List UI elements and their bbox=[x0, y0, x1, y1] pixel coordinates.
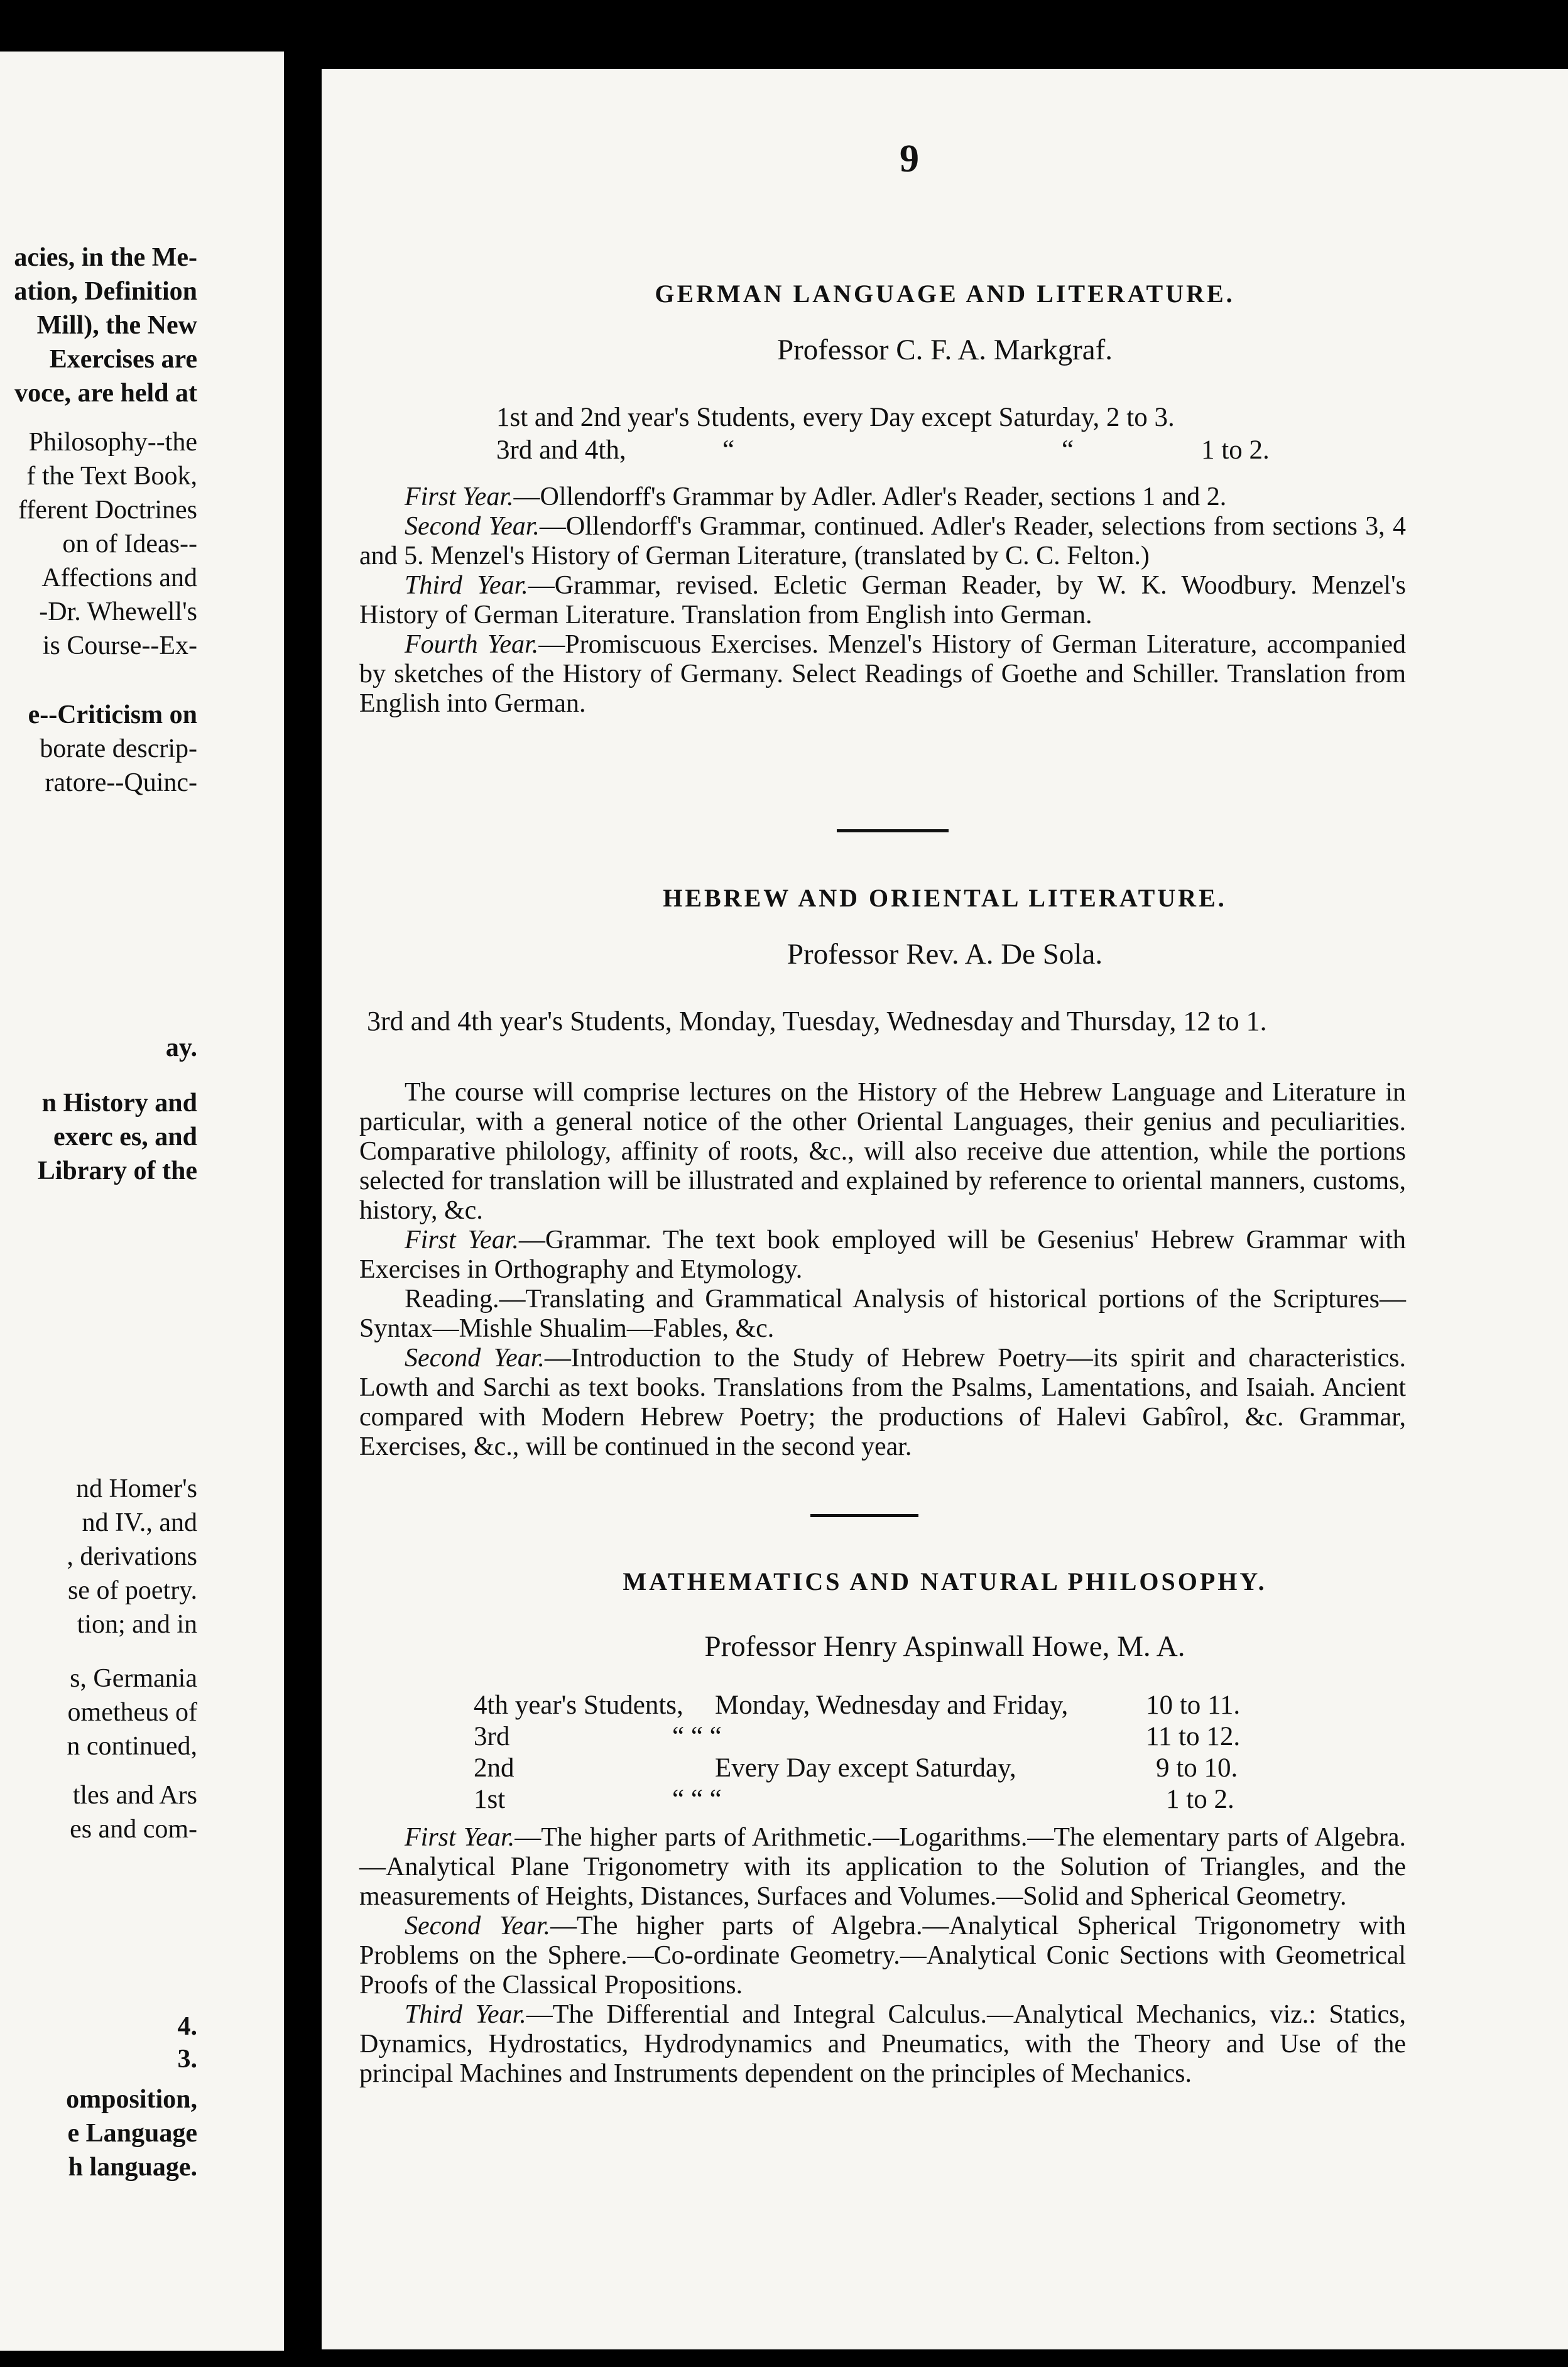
timetable-days: Monday, Wednesday and Friday, bbox=[715, 1690, 1069, 1720]
hebrew-courses bbox=[359, 1078, 1406, 1462]
left-fragment: exerc es, and bbox=[53, 1123, 197, 1151]
ditto-mark: “ bbox=[722, 435, 735, 465]
timetable-year: 2nd bbox=[474, 1753, 514, 1783]
german-schedule-line1: 1st and 2nd year's Students, every Day except Saturday, 2 to 3. bbox=[496, 403, 1175, 432]
mathematics-section-title: MATHEMATICS AND NATURAL PHILOSOPHY. bbox=[623, 1567, 1267, 1596]
left-fragment: -Dr. Whewell's bbox=[39, 597, 197, 626]
left-fragment: is Course--Ex- bbox=[42, 631, 197, 660]
course-year-text: —Grammar, revised. Ecletic German Reader, by W. K. Woodbury. Menzel's History of German Literature. Translation from English into German. bbox=[359, 571, 1406, 629]
left-fragment: on of Ideas-- bbox=[62, 530, 197, 558]
left-fragment: , derivations bbox=[67, 1542, 197, 1571]
timetable-time: 1 to 2. bbox=[1166, 1785, 1234, 1814]
left-fragment: tles and Ars bbox=[72, 1781, 197, 1810]
timetable-year: 1st bbox=[474, 1785, 506, 1814]
course-year-label: Second Year. bbox=[405, 1344, 545, 1373]
left-fragment: h language. bbox=[68, 2153, 197, 2182]
german-courses bbox=[359, 482, 1406, 719]
timetable-days: Every Day except Saturday, bbox=[715, 1753, 1016, 1783]
left-fragment: Affections and bbox=[41, 563, 197, 592]
course-year-text: —Introduction to the Study of Hebrew Poetry—its spirit and characteristics. Lowth and Sarchi as text books. Translations from the Psalms, Lamentations, and Isaiah. Ancient compared with Modern Hebrew Poetry; the productions of Halevi Gabîrol, &c. Grammar, Exercises, &c., will be continued in the second year. bbox=[359, 1344, 1406, 1461]
left-fragment: acies, in the Me- bbox=[14, 243, 197, 272]
course-year-text: —Ollendorff's Grammar by Adler. Adler's Reader, sections 1 and 2. bbox=[513, 482, 1227, 511]
course-year-label: First Year. bbox=[405, 482, 514, 511]
left-fragment: Mill), the New bbox=[36, 311, 197, 340]
left-fragment: f the Text Book, bbox=[26, 462, 197, 491]
german-section-title: GERMAN LANGUAGE AND LITERATURE. bbox=[655, 280, 1235, 308]
course-year-label: Third Year. bbox=[405, 571, 528, 600]
timetable-days: “ “ “ bbox=[672, 1785, 722, 1814]
timetable-time: 11 to 12. bbox=[1146, 1722, 1241, 1751]
section-divider bbox=[810, 1514, 918, 1517]
course-year-text: —Grammar. The text book employed will be Gesenius' Hebrew Grammar with Exercises in Orthography and Etymology. bbox=[359, 1226, 1406, 1284]
course-year-text: —The Differential and Integral Calculus.—Analytical Mechanics, viz.: Statics, Dynamics, Hydrostatics, Hydrodynamics and Pneumatics, with the Theory and Use of the principal Machines and Instruments dependent on the principles of Mechanics. bbox=[359, 2000, 1406, 2088]
mathematics-professor: Professor Henry Aspinwall Howe, M. A. bbox=[704, 1630, 1185, 1663]
course-year-text: —The higher parts of Algebra.—Analytical Spherical Trigonometry with Problems on the Sphere.—Co-ordinate Geometry.—Analytical Conic Sections with Geometrical Proofs of the Classical Propositions. bbox=[359, 1912, 1406, 2000]
course-year-label: First Year. bbox=[405, 1823, 515, 1852]
german-schedule-line2-left: 3rd and 4th, bbox=[496, 435, 626, 465]
course-year-label: First Year. bbox=[405, 1226, 519, 1254]
hebrew-intro: The course will comprise lectures on the History of the Hebrew Language and Literature in particular, with a general notice of the other Oriental Languages, their genius and peculiarities. Comparative philology, affinity of roots, &c., will also receive due attention, while the portions selected for translation will be illustrated and explained by reference to oriental manners, customs, history, &c. bbox=[359, 1078, 1406, 1225]
left-fragment: 3. bbox=[177, 2045, 197, 2074]
left-fragment: 4. bbox=[177, 2012, 197, 2041]
left-fragment: n continued, bbox=[67, 1732, 197, 1761]
left-fragment: fferent Doctrines bbox=[18, 496, 197, 525]
left-fragment: nd Homer's bbox=[75, 1474, 197, 1503]
left-fragment: se of poetry. bbox=[67, 1576, 197, 1605]
timetable-year: 4th year's Students, bbox=[474, 1690, 683, 1720]
left-fragment: e Language bbox=[67, 2119, 197, 2148]
hebrew-professor: Professor Rev. A. De Sola. bbox=[787, 938, 1103, 971]
left-fragment: Exercises are bbox=[49, 345, 197, 374]
left-fragment: voce, are held at bbox=[14, 379, 197, 408]
left-fragment: borate descrip- bbox=[40, 734, 197, 763]
course-year-label: Second Year. bbox=[405, 512, 540, 541]
left-facing-page bbox=[0, 52, 284, 2351]
left-fragment: Philosophy--the bbox=[28, 428, 197, 457]
timetable-days: “ “ “ bbox=[672, 1722, 722, 1751]
left-fragment: tion; and in bbox=[77, 1610, 197, 1639]
german-professor: Professor C. F. A. Markgraf. bbox=[776, 334, 1113, 366]
left-fragment: ratore--Quinc- bbox=[45, 768, 197, 797]
left-fragment: ay. bbox=[165, 1033, 197, 1062]
ditto-mark: “ bbox=[1062, 435, 1074, 465]
section-divider bbox=[837, 829, 949, 832]
course-year-label: Second Year. bbox=[405, 1912, 551, 1940]
left-fragment: e--Criticism on bbox=[28, 700, 197, 729]
hebrew-schedule: 3rd and 4th year's Students, Monday, Tuesday, Wednesday and Thursday, 12 to 1. bbox=[367, 1006, 1267, 1037]
left-fragment: es and com- bbox=[70, 1815, 197, 1844]
hebrew-reading: Reading.—Translating and Grammatical Analysis of historical portions of the Scriptures—Syntax—Mishle Shualim—Fables, &c. bbox=[359, 1285, 1406, 1343]
left-fragment: nd IV., and bbox=[82, 1508, 197, 1537]
page-number: 9 bbox=[900, 138, 919, 180]
mathematics-courses bbox=[359, 1823, 1406, 2089]
left-fragment: ation, Definition bbox=[14, 277, 197, 306]
hebrew-section-title: HEBREW AND ORIENTAL LITERATURE. bbox=[663, 884, 1227, 912]
course-year-label: Third Year. bbox=[405, 2000, 526, 2029]
left-fragment: n History and bbox=[41, 1089, 197, 1118]
course-year-text: —The higher parts of Arithmetic.—Logarithms.—The elementary parts of Algebra.—Analytical Plane Trigonometry with its application to the Solution of Triangles, and the measurements of Heights, Distances, Surfaces and Volumes.—Solid and Spherical Geometry. bbox=[359, 1823, 1406, 1911]
german-schedule-line2-right: 1 to 2. bbox=[1201, 435, 1270, 465]
timetable-time: 10 to 11. bbox=[1146, 1690, 1241, 1720]
course-year-text: —Ollendorff's Grammar, continued. Adler's Reader, selections from sections 3, 4 and 5. Menzel's History of German Literature, (translated by C. C. Felton.) bbox=[359, 512, 1406, 570]
left-fragment: ometheus of bbox=[67, 1698, 197, 1727]
left-fragment: s, Germania bbox=[70, 1664, 197, 1693]
timetable-time: 9 to 10. bbox=[1156, 1753, 1238, 1783]
left-fragment: Library of the bbox=[37, 1156, 197, 1185]
course-year-text: —Promiscuous Exercises. Menzel's History of German Literature, accompanied by sketches of the History of Germany. Select Readings of Goethe and Schiller. Translation from English into German. bbox=[359, 630, 1406, 718]
timetable-year: 3rd bbox=[474, 1722, 510, 1751]
course-year-label: Fourth Year. bbox=[405, 630, 539, 659]
left-fragment: omposition, bbox=[66, 2085, 197, 2114]
